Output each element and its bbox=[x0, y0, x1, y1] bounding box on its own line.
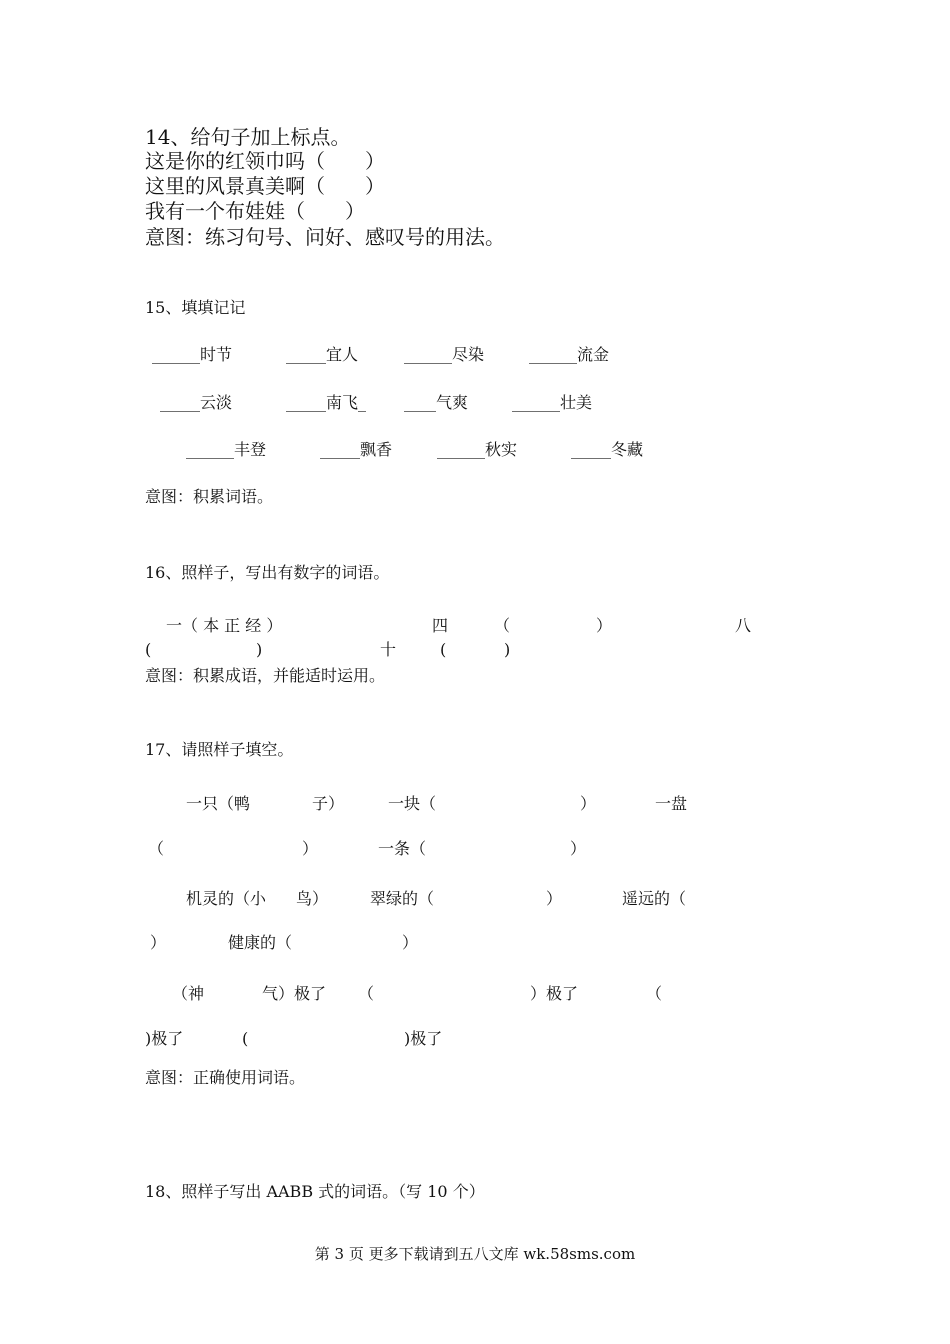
q15-item: ____气爽 bbox=[404, 393, 469, 412]
q17-item: （神 bbox=[172, 984, 205, 1003]
q15-item: _____冬藏 bbox=[571, 440, 644, 459]
q15-item: ______时节 bbox=[152, 345, 233, 364]
q15-title: 15、填填记记 bbox=[145, 298, 246, 317]
q14-line-3: 我有一个布娃娃（ ） bbox=[145, 199, 365, 223]
q15-item: ______尽染 bbox=[404, 345, 485, 364]
q17-item: 一只（鸭 bbox=[186, 794, 251, 813]
q14-intent: 意图：练习句号、问好、感叹号的用法。 bbox=[145, 225, 505, 249]
q15-item: _____宜人 bbox=[286, 345, 359, 364]
q15-item: _____南飞_ bbox=[286, 393, 367, 412]
page-footer: 第 3 页 更多下载请到五八文库 wk.58sms.com bbox=[314, 1245, 636, 1263]
q16-title: 16、照样子，写出有数字的词语。 bbox=[145, 563, 390, 582]
q16-example: 一（ 本 正 经 ） bbox=[166, 616, 283, 635]
q17-item: 气）极了 bbox=[262, 984, 327, 1003]
q15-intent: 意图：积累词语。 bbox=[145, 487, 274, 506]
q17-title: 17、请照样子填空。 bbox=[145, 740, 294, 759]
q17-item: 遥远的（ bbox=[622, 889, 687, 908]
q17-item: 子） bbox=[312, 794, 345, 813]
q17-item: 翠绿的（ bbox=[370, 889, 435, 908]
q17-item: ） bbox=[570, 839, 587, 858]
q16-paren: ) bbox=[256, 640, 263, 659]
q17-item: 一条（ bbox=[378, 839, 427, 858]
q15-item: _____飘香 bbox=[320, 440, 393, 459]
q17-item: ( bbox=[242, 1029, 249, 1048]
q17-item: （ bbox=[646, 984, 663, 1003]
q17-item: ） bbox=[546, 889, 563, 908]
q17-intent: 意图：正确使用词语。 bbox=[145, 1068, 306, 1087]
q17-item: 一块（ bbox=[388, 794, 437, 813]
q16-paren: ( bbox=[440, 640, 447, 659]
q15-item: ______壮美 bbox=[512, 393, 593, 412]
q14-line-2: 这里的风景真美啊（ ） bbox=[145, 174, 385, 198]
q17-item: )极了 bbox=[404, 1029, 443, 1048]
q14-title: 14、给句子加上标点。 bbox=[145, 125, 351, 149]
q16-word: 八 bbox=[735, 616, 752, 635]
q16-word: 十 bbox=[380, 640, 397, 659]
q17-item: ） bbox=[402, 933, 419, 952]
q15-item: _____云淡 bbox=[160, 393, 233, 412]
q16-paren: ) bbox=[504, 640, 511, 659]
q15-item: ______秋实 bbox=[437, 440, 518, 459]
q17-item: )极了 bbox=[145, 1029, 184, 1048]
q16-paren: ） bbox=[596, 616, 613, 635]
q18-title: 18、照样子写出 AABB 式的词语。（写 10 个） bbox=[145, 1182, 485, 1201]
q14-line-1: 这是你的红领巾吗（ ） bbox=[145, 149, 385, 173]
q17-item: 一盘 bbox=[655, 794, 688, 813]
q16-paren: （ bbox=[494, 616, 511, 635]
q17-item: ） bbox=[302, 839, 319, 858]
q17-item: 健康的（ bbox=[228, 933, 293, 952]
q17-item: 机灵的（小 bbox=[186, 889, 267, 908]
q16-word: 四 bbox=[432, 616, 449, 635]
q16-intent: 意图：积累成语，并能适时运用。 bbox=[145, 666, 386, 685]
q17-item: （ bbox=[148, 839, 165, 858]
q17-item: ）极了 bbox=[530, 984, 579, 1003]
q17-item: 鸟） bbox=[296, 889, 329, 908]
q15-item: ______流金 bbox=[529, 345, 610, 364]
q16-paren: ( bbox=[145, 640, 152, 659]
q17-item: ） bbox=[580, 794, 597, 813]
q17-item: （ bbox=[358, 984, 375, 1003]
q15-item: ______丰登 bbox=[186, 440, 267, 459]
q17-item: ） bbox=[150, 933, 167, 952]
